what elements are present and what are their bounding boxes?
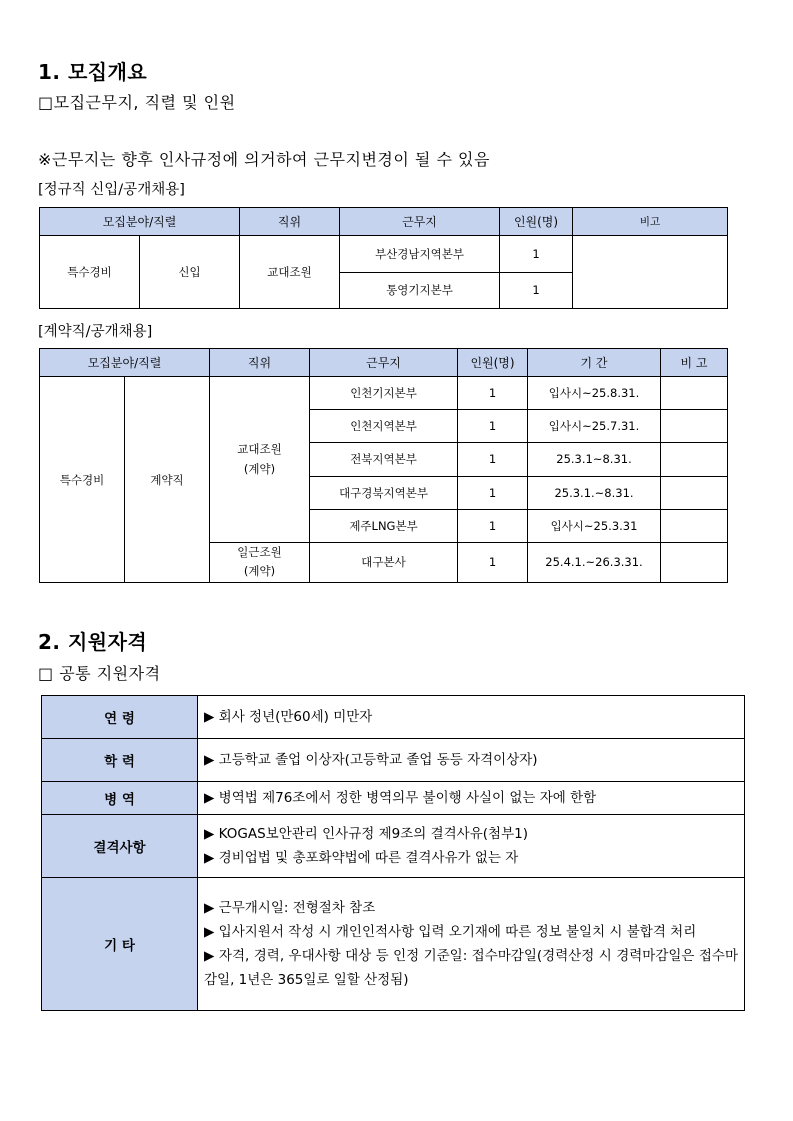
table2-period-cell: 입사시~25.3.31 xyxy=(528,509,661,542)
qual-line: ▶ 자격, 경력, 우대사항 대상 등 인정 기준일: 접수마감일(경력산정 시 경력마감일은 접수마감일, 1년은 365일로 일할 산정됨) xyxy=(204,948,738,988)
table1-location-cell: 부산경남지역본부 xyxy=(340,236,500,272)
regular-hiring-table xyxy=(39,207,728,309)
section1-title: 1. 모집개요 xyxy=(38,60,148,84)
table2-count-cell: 1 xyxy=(458,443,528,476)
location-change-note: ※근무지는 향후 인사규정에 의거하여 근무지변경이 될 수 있음 xyxy=(38,150,490,169)
table1-header-position: 직위 xyxy=(240,208,340,236)
table1-type-cell: 신입 xyxy=(140,236,240,309)
table2-type-cell: 계약직 xyxy=(125,377,210,583)
table2-remarks-cell xyxy=(661,542,728,582)
table2-count-cell: 1 xyxy=(458,542,528,582)
table2-count-cell: 1 xyxy=(458,410,528,443)
table2-remarks-cell xyxy=(661,476,728,509)
qual-label-other: 기 타 xyxy=(42,878,198,1011)
table1-location-cell: 통영기지본부 xyxy=(340,272,500,308)
table2-location-cell: 대구본사 xyxy=(310,542,458,582)
table2-period-cell: 입사시~25.8.31. xyxy=(528,377,661,410)
qual-value-other xyxy=(198,878,745,1011)
table2-period-cell: 입사시~25.7.31. xyxy=(528,410,661,443)
table1-header-count: 인원(명) xyxy=(500,208,573,236)
qual-value-military xyxy=(198,782,745,815)
table2-position-day-cell: 일근조원 (계약) xyxy=(210,542,310,582)
qual-value-age xyxy=(198,696,745,739)
qualifications-table xyxy=(41,695,745,1011)
table1-count-cell: 1 xyxy=(500,236,573,272)
qual-label-education: 학 력 xyxy=(42,739,198,782)
table1-position-cell: 교대조원 xyxy=(240,236,340,309)
table2-header-position: 직위 xyxy=(210,349,310,377)
qual-label-military: 병 역 xyxy=(42,782,198,815)
contract-hiring-table xyxy=(39,348,728,583)
qual-label-disqualification: 결격사항 xyxy=(42,815,198,878)
table2-location-cell: 대구경북지역본부 xyxy=(310,476,458,509)
table2-count-cell: 1 xyxy=(458,509,528,542)
table2-field-cell: 특수경비 xyxy=(40,377,125,583)
table2-count-cell: 1 xyxy=(458,476,528,509)
table2-header-remarks: 비 고 xyxy=(661,349,728,377)
section2-subtitle: □ 공통 지원자격 xyxy=(38,664,161,683)
table1-header-field: 모집분야/직렬 xyxy=(40,208,240,236)
qual-line: ▶ 회사 정년(만60세) 미만자 xyxy=(204,709,373,725)
table2-header-count: 인원(명) xyxy=(458,349,528,377)
qual-line: ▶ 근무개시일: 전형절차 참조 xyxy=(204,900,376,916)
table2-period-cell: 25.3.1.~8.31. xyxy=(528,476,661,509)
table2-location-cell: 인천지역본부 xyxy=(310,410,458,443)
table2-period-cell: 25.4.1.~26.3.31. xyxy=(528,542,661,582)
table1-caption: [정규직 신입/공개채용] xyxy=(38,182,185,198)
table2-location-cell: 전북지역본부 xyxy=(310,443,458,476)
qual-value-education xyxy=(198,739,745,782)
table2-position-shift-cell: 교대조원 (계약) xyxy=(210,377,310,543)
table2-count-cell: 1 xyxy=(458,377,528,410)
section2-title: 2. 지원자격 xyxy=(38,630,148,654)
table2-caption: [계약직/공개채용] xyxy=(38,324,153,340)
table2-remarks-cell xyxy=(661,377,728,410)
table2-location-cell: 인천기지본부 xyxy=(310,377,458,410)
table2-remarks-cell xyxy=(661,443,728,476)
qual-line: ▶ 병역법 제76조에서 정한 병역의무 불이행 사실이 없는 자에 한함 xyxy=(204,790,597,806)
table2-header-location: 근무지 xyxy=(310,349,458,377)
table1-field-cell: 특수경비 xyxy=(40,236,140,309)
table2-remarks-cell xyxy=(661,410,728,443)
table1-header-location: 근무지 xyxy=(340,208,500,236)
qual-value-disqualification xyxy=(198,815,745,878)
qual-line: ▶ 입사지원서 작성 시 개인인적사항 입력 오기재에 따른 정보 불일치 시 불합격 처리 xyxy=(204,924,697,940)
table1-count-cell: 1 xyxy=(500,272,573,308)
qual-label-age: 연 령 xyxy=(42,696,198,739)
table2-header-field: 모집분야/직렬 xyxy=(40,349,210,377)
table2-location-cell: 제주LNG본부 xyxy=(310,509,458,542)
section1-subtitle: □모집근무지, 직렬 및 인원 xyxy=(38,93,236,112)
table2-header-period: 기 간 xyxy=(528,349,661,377)
qual-line: ▶ KOGAS보안관리 인사규정 제9조의 결격사유(첨부1) xyxy=(204,826,528,842)
table1-remarks-cell xyxy=(573,236,728,309)
table1-header-remarks: 비고 xyxy=(573,208,728,236)
table2-period-cell: 25.3.1~8.31. xyxy=(528,443,661,476)
qual-line: ▶ 고등학교 졸업 이상자(고등학교 졸업 동등 자격이상자) xyxy=(204,752,538,768)
table2-remarks-cell xyxy=(661,509,728,542)
qual-line: ▶ 경비업법 및 총포화약법에 따른 결격사유가 없는 자 xyxy=(204,850,519,866)
